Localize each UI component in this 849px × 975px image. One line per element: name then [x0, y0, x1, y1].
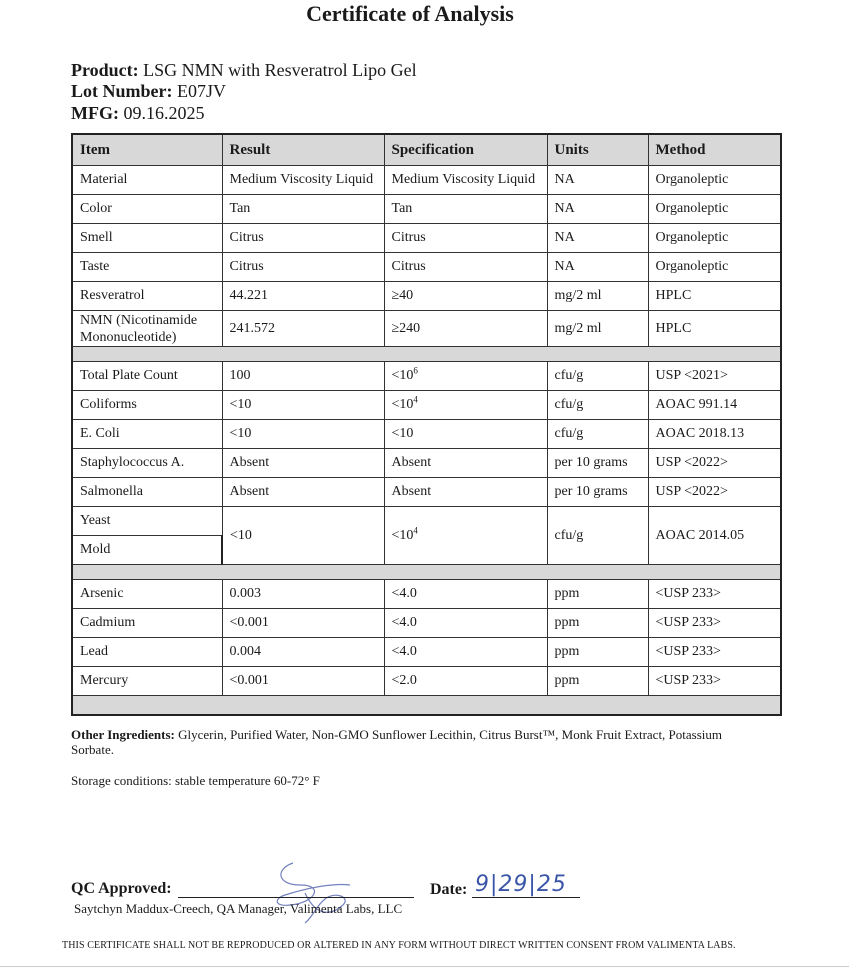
cell-item: Mercury	[72, 667, 222, 696]
spec-base: <10	[391, 397, 414, 412]
cell-spec: ≥40	[384, 282, 547, 311]
table-row	[72, 282, 781, 311]
table-row	[72, 449, 781, 478]
spec-base: <10	[391, 368, 414, 383]
lot-value: E07JV	[177, 81, 226, 101]
cell-item: E. Coli	[72, 420, 222, 449]
cell-spec: <2.0	[384, 667, 547, 696]
cell-method: USP <2022>	[648, 449, 781, 478]
table-row	[72, 166, 781, 195]
cell-method: USP <2022>	[648, 478, 781, 507]
cell-units: NA	[547, 253, 648, 282]
cell-result: 241.572	[222, 311, 384, 347]
header-method: Method	[648, 134, 781, 166]
cell-item-mold: Mold	[72, 536, 222, 565]
table-row	[72, 580, 781, 609]
table-row	[72, 667, 781, 696]
header-units: Units	[547, 134, 648, 166]
cell-units: mg/2 ml	[547, 311, 648, 347]
cell-item: Salmonella	[72, 478, 222, 507]
cell-units: cfu/g	[547, 362, 648, 391]
cell-result: <0.001	[222, 667, 384, 696]
cell-spec: Tan	[384, 195, 547, 224]
storage-conditions: Storage conditions: stable temperature 60-72° F	[71, 773, 320, 788]
cell-spec: Citrus	[384, 224, 547, 253]
cell-method: AOAC 2014.05	[648, 507, 781, 565]
ingredients-label: Other Ingredients:	[71, 727, 175, 742]
cell-method: Organoleptic	[648, 224, 781, 253]
table-row	[72, 638, 781, 667]
cell-item: Taste	[72, 253, 222, 282]
cell-units: per 10 grams	[547, 449, 648, 478]
cell-method: HPLC	[648, 282, 781, 311]
spec-base: <10	[391, 527, 414, 543]
table-row	[72, 224, 781, 253]
cell-spec: <4.0	[384, 638, 547, 667]
cell-spec: <10	[384, 420, 547, 449]
product-label: Product:	[71, 60, 139, 80]
cell-units: per 10 grams	[547, 478, 648, 507]
cell-units: ppm	[547, 609, 648, 638]
cell-result: Absent	[222, 478, 384, 507]
header-result: Result	[222, 134, 384, 166]
cell-spec	[384, 362, 547, 391]
cell-item: Total Plate Count	[72, 362, 222, 391]
cell-result: Absent	[222, 449, 384, 478]
lot-label: Lot Number:	[71, 81, 173, 101]
cell-units: mg/2 ml	[547, 282, 648, 311]
signer-name: Saytchyn Maddux-Creech, QA Manager, Valimenta Labs, LLC	[74, 901, 403, 916]
cell-units: NA	[547, 224, 648, 253]
spec-exponent: 6	[413, 365, 418, 376]
cell-units: cfu/g	[547, 507, 648, 565]
cell-spec: ≥240	[384, 311, 547, 347]
cell-result: Citrus	[222, 224, 384, 253]
cell-units: ppm	[547, 667, 648, 696]
table-row	[72, 478, 781, 507]
section-separator	[72, 347, 781, 362]
qc-approved-label: QC Approved:	[71, 880, 172, 897]
cell-result: 0.004	[222, 638, 384, 667]
header-item: Item	[72, 134, 222, 166]
cell-item-yeast: Yeast	[72, 507, 222, 536]
cell-units: cfu/g	[547, 420, 648, 449]
table-row	[72, 362, 781, 391]
mfg-line	[71, 103, 204, 124]
header-specification: Specification	[384, 134, 547, 166]
cell-method: Organoleptic	[648, 253, 781, 282]
cell-result: <0.001	[222, 609, 384, 638]
table-row	[72, 311, 781, 347]
analysis-table	[71, 133, 782, 716]
product-value: LSG NMN with Resveratrol Lipo Gel	[143, 60, 417, 80]
cell-result: Citrus	[222, 253, 384, 282]
cell-spec: Citrus	[384, 253, 547, 282]
cell-spec	[384, 391, 547, 420]
separator-cell	[72, 347, 781, 362]
cell-item: Arsenic	[72, 580, 222, 609]
spec-exponent: 4	[413, 524, 418, 535]
table-row	[72, 507, 781, 536]
ingredients-value: Glycerin, Purified Water, Non-GMO Sunflower Lecithin, Citrus Burst™, Monk Fruit Extract, Potassium Sorbate.	[71, 727, 723, 757]
cell-spec: Absent	[384, 449, 547, 478]
section-separator	[72, 696, 781, 716]
cell-result: <10	[222, 420, 384, 449]
cell-spec: <4.0	[384, 609, 547, 638]
document-title: Certificate of Analysis	[306, 1, 514, 26]
separator-cell	[72, 696, 781, 716]
cell-item: NMN (Nicotinamide Mononucleotide)	[72, 311, 222, 347]
cell-method: <USP 233>	[648, 667, 781, 696]
page-bottom-rule	[0, 966, 849, 967]
section-separator	[72, 565, 781, 580]
handwritten-date: 9|29|25	[475, 872, 567, 897]
spec-exponent: 4	[413, 394, 418, 405]
cell-method: USP <2021>	[648, 362, 781, 391]
cell-result: <10	[222, 507, 384, 565]
cell-method: <USP 233>	[648, 580, 781, 609]
cell-units: ppm	[547, 580, 648, 609]
cell-method: AOAC 2018.13	[648, 420, 781, 449]
cell-item: Cadmium	[72, 609, 222, 638]
cell-method: <USP 233>	[648, 638, 781, 667]
cell-item: Resveratrol	[72, 282, 222, 311]
lot-line	[71, 81, 226, 102]
signature-line	[178, 897, 414, 898]
cell-method: HPLC	[648, 311, 781, 347]
cell-units: cfu/g	[547, 391, 648, 420]
table-row	[72, 609, 781, 638]
cell-spec: <4.0	[384, 580, 547, 609]
cell-result: 100	[222, 362, 384, 391]
cell-result: 0.003	[222, 580, 384, 609]
table-row	[72, 391, 781, 420]
cell-result: Tan	[222, 195, 384, 224]
cell-result: 44.221	[222, 282, 384, 311]
table-row	[72, 420, 781, 449]
cell-method: Organoleptic	[648, 195, 781, 224]
cell-result: Medium Viscosity Liquid	[222, 166, 384, 195]
table-row	[72, 253, 781, 282]
mfg-value: 09.16.2025	[123, 103, 205, 123]
mfg-label: MFG:	[71, 103, 119, 123]
table-header-row	[72, 134, 781, 166]
table-row	[72, 195, 781, 224]
cell-method: AOAC 991.14	[648, 391, 781, 420]
cell-method: Organoleptic	[648, 166, 781, 195]
cell-item: Smell	[72, 224, 222, 253]
cell-units: NA	[547, 166, 648, 195]
date-line	[472, 897, 580, 898]
cell-units: NA	[547, 195, 648, 224]
cell-item: Coliforms	[72, 391, 222, 420]
cell-spec	[384, 507, 547, 565]
separator-cell	[72, 565, 781, 580]
other-ingredients	[71, 727, 751, 757]
cell-item: Color	[72, 195, 222, 224]
cell-units: ppm	[547, 638, 648, 667]
cell-item: Material	[72, 166, 222, 195]
cell-spec: Medium Viscosity Liquid	[384, 166, 547, 195]
date-label: Date:	[430, 881, 468, 898]
cell-item: Lead	[72, 638, 222, 667]
disclaimer-footer: THIS CERTIFICATE SHALL NOT BE REPRODUCED OR ALTERED IN ANY FORM WITHOUT DIRECT WRITTEN CONSENT FROM VALIMENTA LABS.	[62, 940, 736, 951]
cell-spec: Absent	[384, 478, 547, 507]
cell-method: <USP 233>	[648, 609, 781, 638]
product-line	[71, 60, 417, 81]
cell-result: <10	[222, 391, 384, 420]
cell-item: Staphylococcus A.	[72, 449, 222, 478]
